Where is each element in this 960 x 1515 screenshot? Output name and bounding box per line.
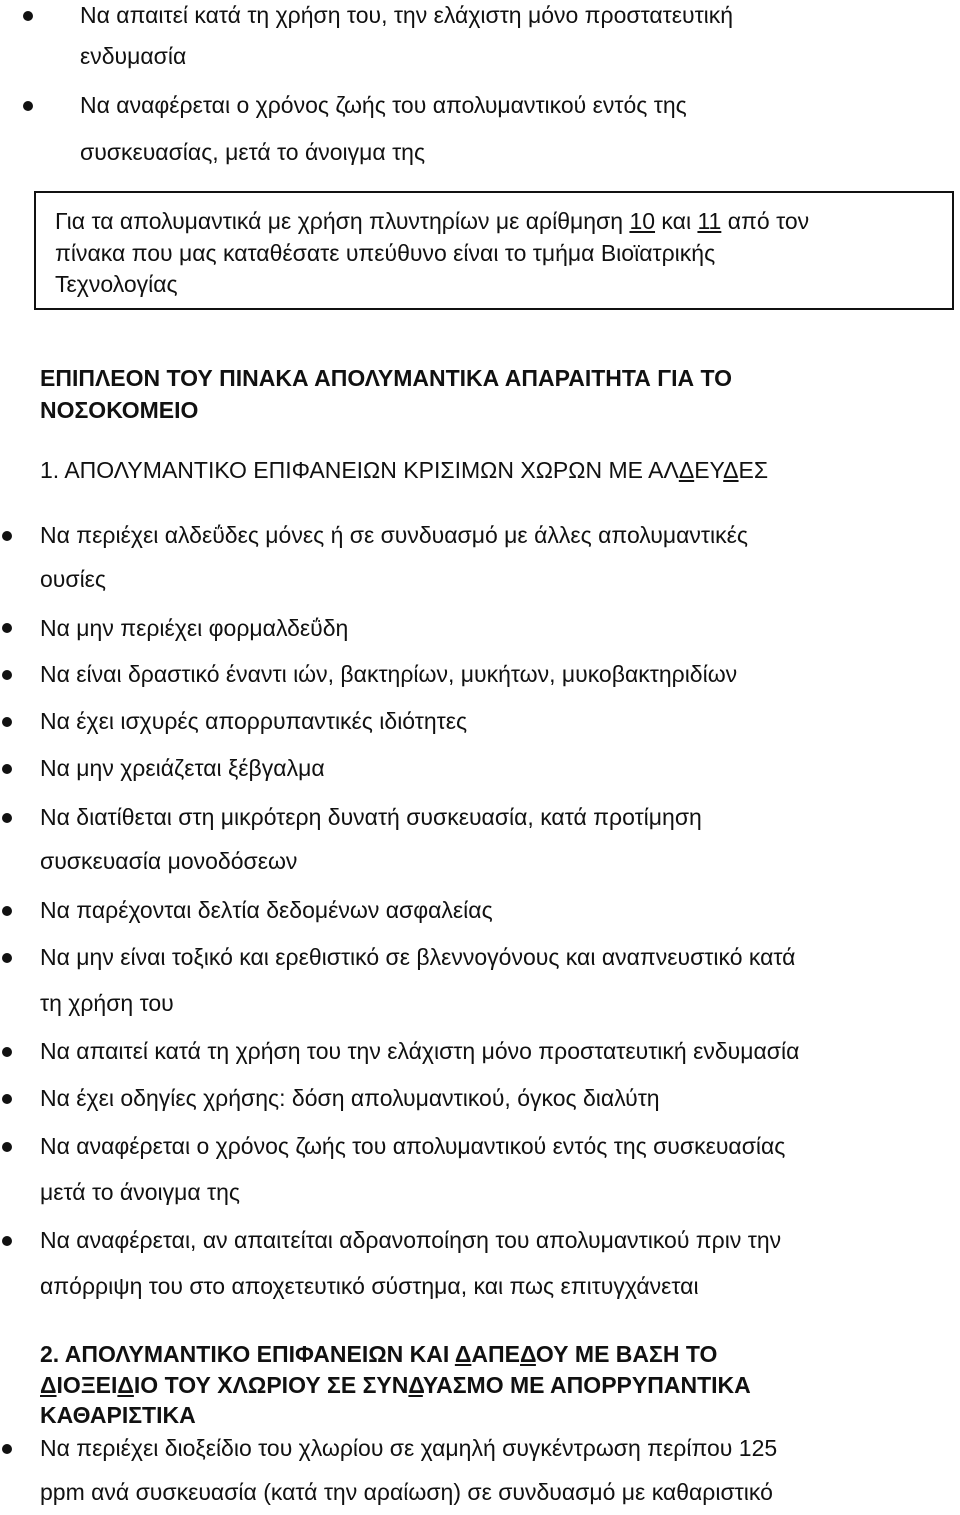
list-item-text: Να είναι δραστικό έναντι ιών, βακτηρίων, μυκήτων, μυκοβακτηριδίων [40,661,738,687]
note-line: Για τα απολυμαντικά με χρήση πλυντηρίων με αρίθμηση 10 και 11 από τον [55,208,810,234]
bullet-icon [23,11,33,21]
reference-number: 11 [697,208,722,234]
bullet-icon [2,1047,12,1057]
bullet-icon [2,623,12,633]
bullet-icon [2,670,12,680]
extra-heading: ΕΠΙΠΛΕΟΝ ΤΟΥ ΠΙΝΑΚΑ ΑΠΟΛΥΜΑΝΤΙΚΑ ΑΠΑΡΑΙΤΗΤΑ ΓΙΑ ΤΟ [40,365,732,391]
bullet-icon [23,101,33,111]
note-line: πίνακα που μας καταθέσατε υπεύθυνο είναι το τμήμα Βιοϊατρικής [55,240,716,266]
bullet-icon [2,813,12,823]
list-item-text: Να αναφέρεται ο χρόνος ζωής του απολυμαντικού εντός της συσκευασίας [40,1133,786,1159]
note-line: Τεχνολογίας [55,271,178,297]
list-item-text: μετά το άνοιγμα της [40,1179,240,1205]
list-item-text: Να μην χρειάζεται ξέβγαλμα [40,755,325,781]
note-box [34,191,954,310]
list-item-text: Να περιέχει αλδεΰδες μόνες ή σε συνδυασμό με άλλες απολυμαντικές [40,522,748,548]
extra-heading: ΝΟΣΟΚΟΜΕΙΟ [40,397,199,423]
list-item-text: απόρριψη του στο αποχετευτικό σύστημα, και πως επιτυγχάνεται [40,1273,699,1299]
section-2-title: ΚΑΘΑΡΙΣΤΙΚΑ [40,1402,196,1428]
section-1-title: 1. ΑΠΟΛΥΜΑΝΤΙΚΟ ΕΠΙΦΑΝΕΙΩΝ ΚΡΙΣΙΜΩΝ ΧΩΡΩΝ ΜΕ ΑΛΔΕΥΔΕΣ [40,457,769,483]
bullet-icon [2,906,12,916]
reference-number: 10 [629,208,656,234]
bullet-icon [2,717,12,727]
list-item-text: Να απαιτεί κατά τη χρήση του την ελάχιστη μόνο προστατευτική ενδυμασία [40,1038,800,1064]
section-2-title: 2. ΑΠΟΛΥΜΑΝΤΙΚΟ ΕΠΙΦΑΝΕΙΩΝ ΚΑΙ ΔΑΠΕΔΟΥ ΜΕ ΒΑΣΗ ΤΟ [40,1341,718,1367]
bullet-icon [2,1444,12,1454]
list-item-text: Να μην περιέχει φορμαλδεΰδη [40,615,349,641]
list-item-text: Να έχει ισχυρές απορρυπαντικές ιδιότητες [40,708,468,734]
section-2-title: ΔΙΟΞΕΙΔΙΟ ΤΟΥ ΧΛΩΡΙΟΥ ΣΕ ΣΥΝΔΥΑΣΜΟ ΜΕ ΑΠΟΡΡΥΠΑΝΤΙΚΑ [40,1372,751,1398]
list-item-text: ενδυμασία [80,43,187,69]
list-item-text: Να έχει οδηγίες χρήσης: δόση απολυμαντικού, όγκος διαλύτη [40,1085,660,1111]
list-item-text: Να απαιτεί κατά τη χρήση του, την ελάχιστη μόνο προστατευτική [80,2,734,28]
list-item-text: ουσίες [40,566,107,592]
list-item-text: Να μην είναι τοξικό και ερεθιστικό σε βλεννογόνους και αναπνευστικό κατά [40,944,796,970]
list-item-text: Να περιέχει διοξείδιο του χλωρίου σε χαμηλή συγκέντρωση περίπου 125 [40,1435,778,1461]
list-item-text: Να παρέχονται δελτία δεδομένων ασφαλείας [40,897,493,923]
list-item-text: τη χρήση του [40,990,174,1016]
list-item-text: συσκευασία μονοδόσεων [40,848,298,874]
bullet-icon [2,1094,12,1104]
list-item-text: Να αναφέρεται, αν απαιτείται αδρανοποίηση του απολυμαντικού πριν την [40,1227,782,1253]
bullet-icon [2,1142,12,1152]
list-item-text: συσκευασίας, μετά το άνοιγμα της [80,139,426,165]
bullet-icon [2,1236,12,1246]
list-item-text: Να αναφέρεται ο χρόνος ζωής του απολυμαντικού εντός της [80,92,687,118]
bullet-icon [2,953,12,963]
list-item-text: Να διατίθεται στη μικρότερη δυνατή συσκευασία, κατά προτίμηση [40,804,702,830]
list-item-text: ppm ανά συσκευασία (κατά την αραίωση) σε συνδυασμό με καθαριστικό [40,1479,773,1505]
bullet-icon [2,531,12,541]
bullet-icon [2,764,12,774]
